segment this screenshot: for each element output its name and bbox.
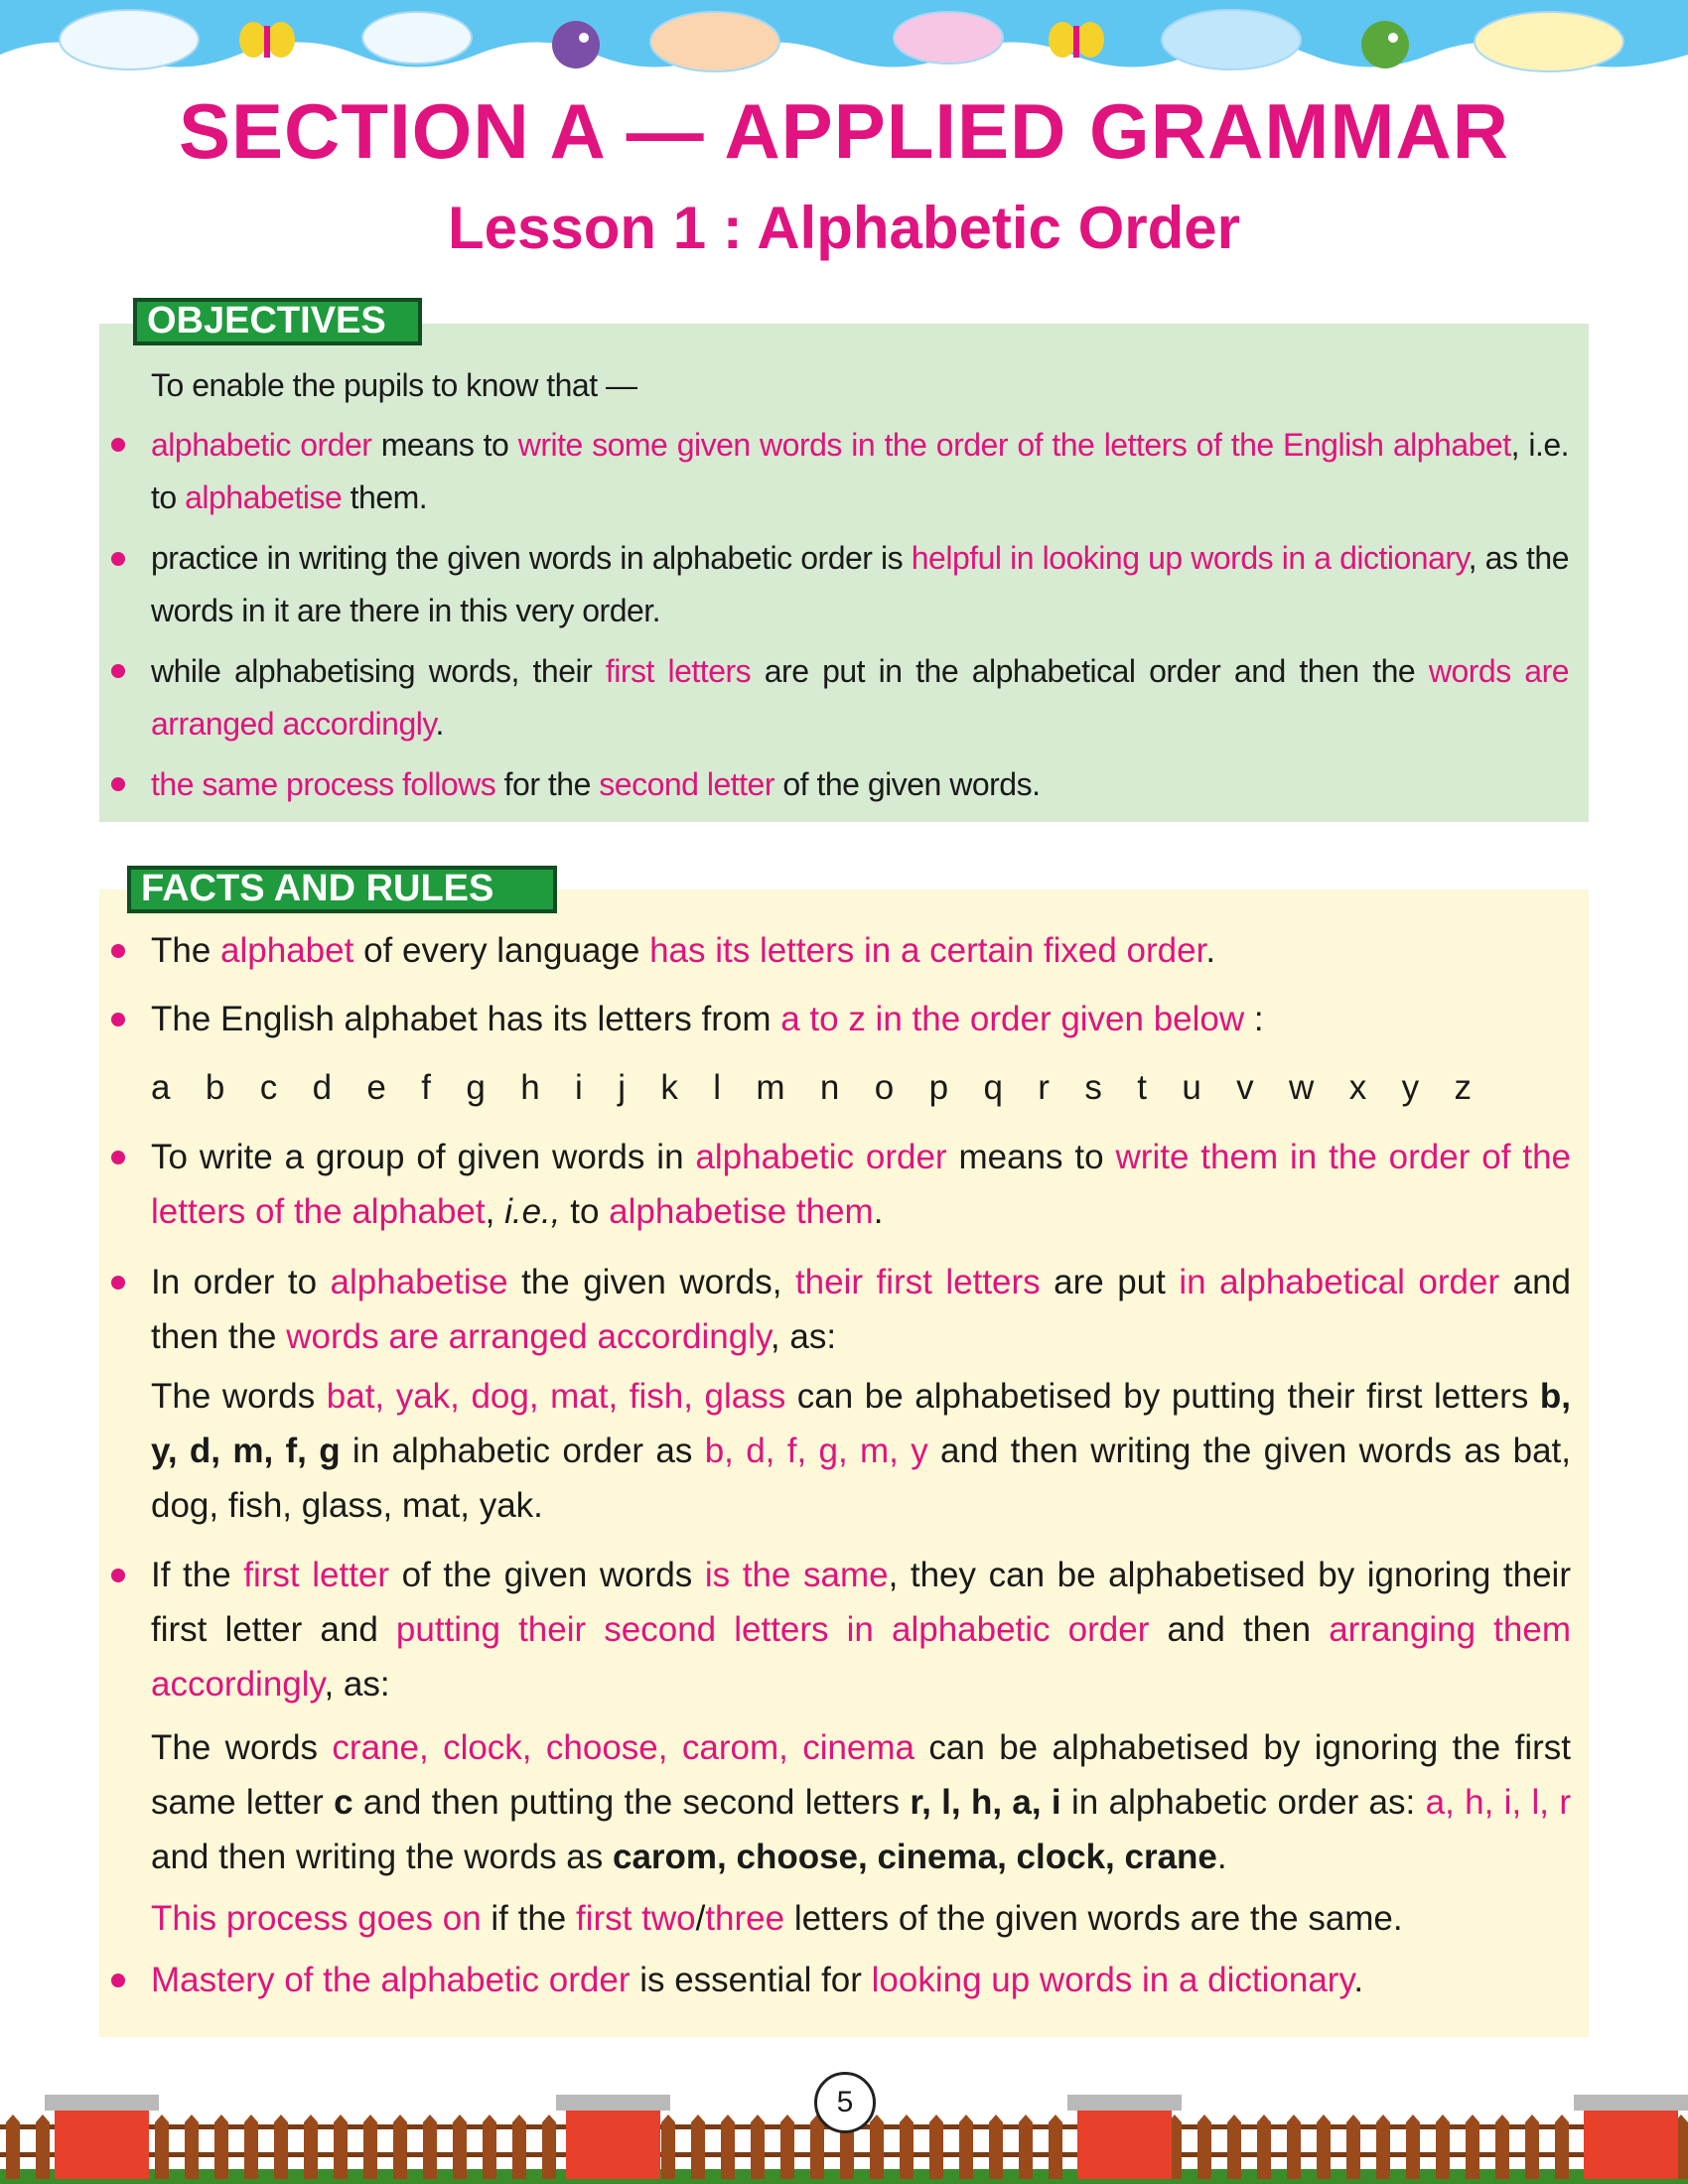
fence-picket — [780, 2115, 794, 2179]
alphabet-letter: c — [259, 1068, 278, 1107]
fence-picket — [751, 2115, 765, 2179]
fence-picket — [1525, 2115, 1539, 2179]
fence-picket — [244, 2115, 258, 2179]
fence-picket — [1257, 2115, 1271, 2179]
fence-picket — [1287, 2115, 1301, 2179]
fact-item: The alphabet of every language has its letters in a certain fixed order. — [151, 931, 1216, 970]
fence-picket — [721, 2115, 735, 2179]
alphabet-letter: y — [1401, 1068, 1420, 1107]
bullet-icon — [111, 1974, 125, 1987]
alphabet-letter: d — [312, 1068, 333, 1107]
fence-picket — [185, 2115, 199, 2179]
alphabet-letter: l — [713, 1068, 722, 1107]
alphabet-letter: h — [520, 1068, 540, 1107]
alphabet-letter: f — [421, 1068, 431, 1107]
fact-item: To write a group of given words in alphabetic order means to write them in the order of the letters of the alphabet, i.e., to alphabetise them. — [151, 1138, 1572, 1231]
fence-picket — [36, 2115, 50, 2179]
alphabet-letter: r — [1038, 1068, 1050, 1107]
objective-item: the same process follows for the second letter of the given words. — [151, 766, 1041, 802]
alphabet-letter: b — [205, 1068, 225, 1107]
fence-picket — [423, 2115, 437, 2179]
fence-picket — [1436, 2115, 1450, 2179]
alphabet-row — [151, 1060, 1472, 1115]
alphabet-letter: g — [466, 1068, 486, 1107]
alphabet-letter: e — [366, 1068, 386, 1107]
lesson-title: Lesson 1 : Alphabetic Order — [448, 195, 1240, 261]
bullet-icon — [111, 1276, 125, 1290]
fence-picket — [810, 2115, 824, 2179]
objective-item: while alphabetising words, their first letters are put in the alphabetical order and then the words are arranged accordingly. — [151, 653, 1570, 742]
fence-picket — [274, 2115, 288, 2179]
bullet-icon — [111, 1013, 125, 1026]
alphabet-letter: a — [151, 1068, 171, 1107]
alphabet-letter: i — [575, 1068, 583, 1107]
bullet-icon — [111, 1569, 125, 1582]
fence-picket — [929, 2115, 943, 2179]
fence-picket — [1227, 2115, 1241, 2179]
fence-picket — [959, 2115, 973, 2179]
bullet-icon — [111, 438, 125, 452]
fence-picket — [1406, 2115, 1420, 2179]
bullet-icon — [111, 552, 125, 566]
alphabet-letter: s — [1084, 1068, 1102, 1107]
bullet-icon — [111, 777, 125, 791]
bullet-icon — [111, 1151, 125, 1164]
objectives-intro: To enable the pupils to know that — — [151, 367, 637, 403]
fence-picket — [1495, 2115, 1509, 2179]
fence-picket — [1019, 2115, 1033, 2179]
fact-item: The English alphabet has its letters from a to z in the order given below : — [151, 1000, 1264, 1038]
alphabet-letter: q — [983, 1068, 1003, 1107]
fence-picket — [453, 2115, 467, 2179]
fence-picket — [363, 2115, 377, 2179]
fence-picket — [1555, 2115, 1569, 2179]
alphabet-letter: p — [928, 1068, 949, 1107]
alphabet-letter: z — [1454, 1068, 1472, 1107]
fence-picket — [661, 2115, 675, 2179]
fence-picket — [989, 2115, 1003, 2179]
alphabet-letter: m — [756, 1068, 785, 1107]
alphabet-letter: n — [819, 1068, 840, 1107]
alphabet-letter: k — [660, 1068, 678, 1107]
fact-example: This process goes on if the first two/three letters of the given words are the same. — [151, 1899, 1403, 1938]
alphabet-letter: t — [1137, 1068, 1147, 1107]
fence-picket — [214, 2115, 228, 2179]
fence-picket — [900, 2115, 914, 2179]
fence-picket — [1317, 2115, 1331, 2179]
fence-picket — [483, 2115, 496, 2179]
fence-picket — [1197, 2115, 1211, 2179]
objective-item: practice in writing the given words in alphabetic order is helpful in looking up words in a dictionary, as the words in it are there in this very order. — [151, 540, 1570, 628]
fact-example: The words bat, yak, dog, mat, fish, glass can be alphabetised by putting their first letters b, y, d, m, f, g in alphabetic order as b, d, f, g, m, y and then writing the given words as bat, dog, fish, glass, mat, yak. — [151, 1377, 1572, 1525]
alphabet-letter: o — [874, 1068, 895, 1107]
page-number: 5 — [814, 2072, 876, 2133]
fact-item: Mastery of the alphabetic order is essential for looking up words in a dictionary. — [151, 1961, 1364, 1999]
fence-picket — [512, 2115, 526, 2179]
fence-picket — [393, 2115, 407, 2179]
fence-picket — [304, 2115, 318, 2179]
facts-tag: FACTS AND RULES — [127, 866, 557, 913]
alphabet-letter: u — [1182, 1068, 1201, 1107]
fence-picket — [334, 2115, 348, 2179]
objective-item: alphabetic order means to write some given words in the order of the letters of the English alphabet, i.e. to alphabetise them. — [151, 427, 1570, 515]
bullet-icon — [111, 944, 125, 958]
fact-item: In order to alphabetise the given words, their first letters are put in alphabetical order and then the words are arranged accordingly, as: — [151, 1263, 1572, 1356]
alphabet-letter: v — [1236, 1068, 1254, 1107]
fence-picket — [870, 2115, 884, 2179]
sky-banner — [0, 0, 1688, 89]
bullet-icon — [111, 664, 125, 678]
fence-picket — [691, 2115, 705, 2179]
alphabet-letter: j — [618, 1068, 626, 1107]
fence-picket — [1376, 2115, 1390, 2179]
section-title: SECTION A — APPLIED GRAMMAR — [178, 87, 1509, 175]
fact-example: The words crane, clock, choose, carom, cinema can be alphabetised by ignoring the first same letter c and then putting the second letters r, l, h, a, i in alphabetic order as: a, h, i, l, r and then writing the words as carom, choose, cinema, clock, crane. — [151, 1728, 1572, 1876]
fence-picket — [1346, 2115, 1360, 2179]
fence-picket — [1466, 2115, 1479, 2179]
fact-item: If the first letter of the given words is the same, they can be alphabetised by ignoring their first letter and putting their second letters in alphabetic order and then arranging them accordingly, as: — [151, 1556, 1571, 1704]
alphabet-letter: x — [1348, 1068, 1367, 1107]
fence-picket — [1049, 2115, 1062, 2179]
alphabet-letter: w — [1289, 1068, 1315, 1107]
fence-picket — [155, 2115, 169, 2179]
fence-picket — [6, 2115, 20, 2179]
fence-picket — [542, 2115, 556, 2179]
objectives-tag: OBJECTIVES — [133, 298, 422, 345]
